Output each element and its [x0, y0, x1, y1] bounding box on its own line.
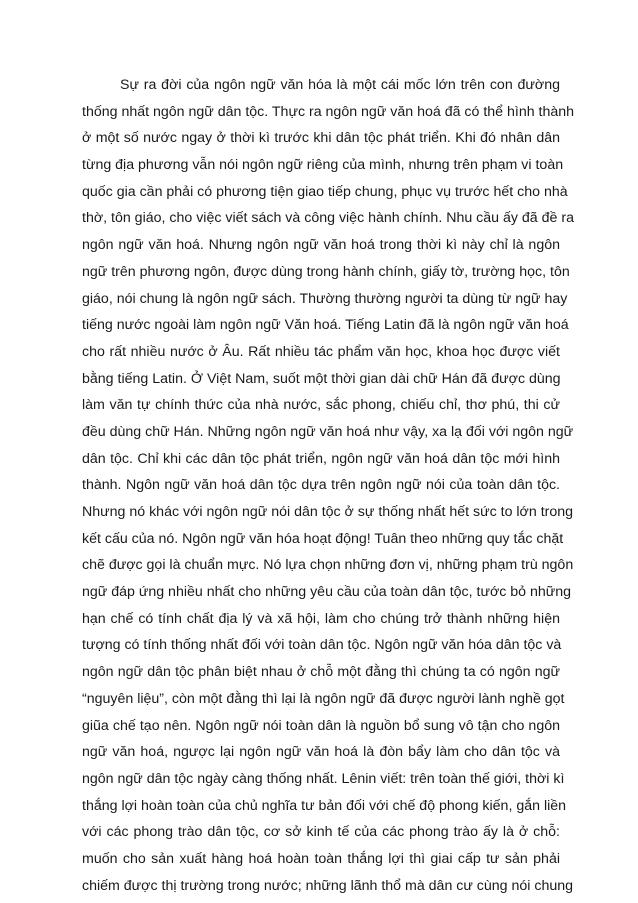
text-line: kết cấu của nó. Ngôn ngữ văn hóa hoạt động! Tuân theo những quy tắc chặt: [82, 530, 564, 547]
body-paragraph: [82, 72, 575, 899]
text-line: thờ, tôn giáo, cho việc viết sách và công việc hành chính. Nhu cầu ấy đã đề ra: [82, 210, 574, 227]
text-line: ngữ trên phương ngôn, được dùng trong hành chính, giấy tờ, trường học, tôn: [82, 263, 570, 280]
text-line: tượng có tính thống nhất đối với toàn dân tộc. Ngôn ngữ văn hóa dân tộc và: [82, 637, 562, 654]
text-line: “nguyên liệu”, còn một đằng thì lại là ngôn ngữ đã được người lành nghề gọt: [82, 690, 565, 707]
text-line: ngôn ngữ dân tộc phân biệt nhau ở chỗ một đằng thì chúng ta có ngôn ngữ: [82, 664, 560, 681]
text-line: quốc gia cần phải có phương tiện giao tiếp chung, phục vụ trước hết cho nhà: [82, 183, 568, 200]
text-line: làm văn tự chính thức của nhà nước, sắc phong, chiếu chỉ, thơ phú, thi cử: [82, 397, 560, 414]
text-line: cho rất nhiều nước ở Âu. Rất nhiều tác phẩm văn học, khoa học được viết: [82, 343, 560, 360]
text-line: Nhưng nó khác với ngôn ngữ nói dân tộc ở sự thống nhất hết sức to lớn trong: [82, 504, 574, 520]
text-line: thắng lợi hoàn toàn của chủ nghĩa tư bản đối với chế độ phong kiến, gắn liền: [82, 797, 567, 814]
text-line: ngữ đáp ứng nhiều nhất cho những yêu cầu của toàn dân tộc, tước bỏ những: [82, 584, 572, 601]
text-line: ngôn ngữ dân tộc ngày càng thống nhất. Lênin viết: trên toàn thế giới, thời kì: [82, 770, 565, 787]
text-line: tiếng nước ngoài làm ngôn ngữ Văn hoá. Tiếng Latin đã là ngôn ngữ văn hoá: [82, 317, 569, 334]
text-line: Sự ra đời của ngôn ngữ văn hóa là một cái mốc lớn trên con đường: [120, 77, 560, 93]
text-line: với các phong trào dân tộc, cơ sở kinh tế của các phong trào ấy là ở chỗ:: [82, 824, 560, 841]
text-line: muốn cho sản xuất hàng hoá hoàn toàn thắng lợi thì giai cấp tư sản phải: [82, 850, 560, 867]
text-line: ngữ văn hoá, ngược lại ngôn ngữ văn hoá là đòn bẩy làm cho dân tộc và: [82, 744, 560, 761]
text-line: dân tộc. Chỉ khi các dân tộc phát triển, ngôn ngữ văn hoá dân tộc mới hình: [82, 450, 560, 467]
text-line: giáo, nói chung là ngôn ngữ sách. Thường thường người ta dùng từ ngữ hay: [82, 290, 568, 307]
text-line: giũa chế tạo nên. Ngôn ngữ nói toàn dân là nguồn bổ sung vô tận cho ngôn: [82, 717, 560, 734]
text-line: từng địa phương vẫn nói ngôn ngữ riêng của mình, nhưng trên phạm vi toàn: [82, 157, 564, 174]
text-line: chẽ được gọi là chuẩn mực. Nó lựa chọn những đơn vị, những phạm trù ngôn: [82, 557, 574, 574]
text-line: ở một số nước ngay ở thời kì trước khi dân tộc phát triển. Khi đó nhân dân: [82, 130, 560, 147]
text-line: thành. Ngôn ngữ văn hoá dân tộc dựa trên ngôn ngữ nói của toàn dân tộc.: [82, 477, 560, 494]
text-line: chiếm được thị trường trong nước; những lãnh thổ mà dân cư cùng nói chung: [82, 877, 574, 894]
text-line: thống nhất ngôn ngữ dân tộc. Thực ra ngôn ngữ văn hoá đã có thể hình thành: [82, 103, 575, 120]
text-line: đều dùng chữ Hán. Những ngôn ngữ văn hoá như vậy, xa lạ đối với ngôn ngữ: [82, 423, 574, 440]
text-line: bằng tiếng Latin. Ở Việt Nam, suốt một thời gian dài chữ Hán đã được dùng: [82, 370, 561, 387]
text-line: ngôn ngữ văn hoá. Nhưng ngôn ngữ văn hoá trong thời kì này chỉ là ngôn: [82, 237, 560, 254]
text-line: hạn chế có tính chất địa lý và xã hội, làm cho chúng trở thành những hiện: [82, 610, 560, 627]
